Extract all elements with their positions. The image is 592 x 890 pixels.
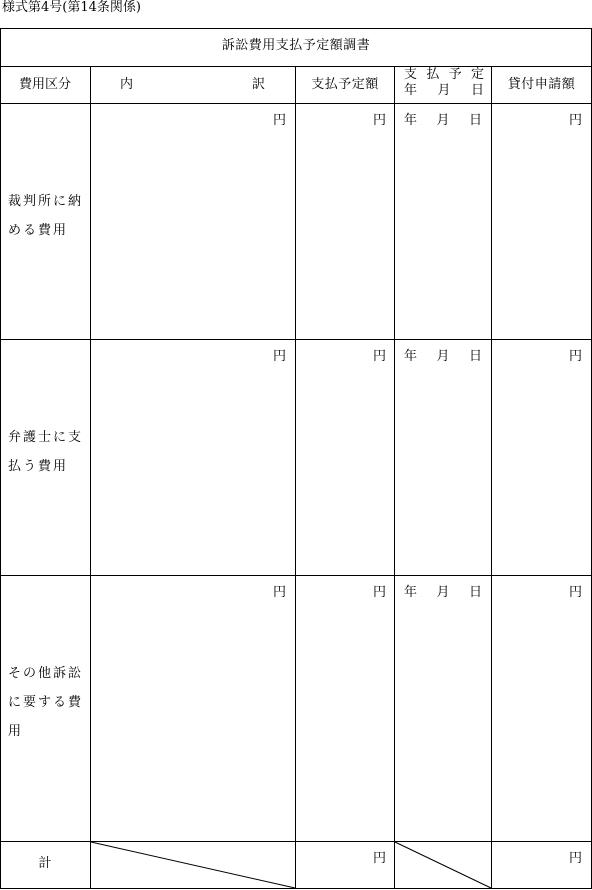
- date-year: 年: [404, 349, 418, 364]
- header-date-char: 支: [404, 67, 418, 82]
- header-breakdown-2: 訳: [252, 77, 266, 92]
- loan-amount-yen: 円: [568, 113, 582, 128]
- planned-date-ymd: [404, 585, 482, 601]
- loan-amount-yen: 円: [568, 585, 582, 600]
- form-number-label: 様式第4号(第14条関係): [2, 0, 141, 15]
- header-breakdown-1: 内: [120, 77, 134, 92]
- header-date-char: 定: [470, 67, 484, 82]
- planned-amount-yen: 円: [372, 349, 386, 364]
- header-date-char: 払: [426, 67, 440, 82]
- date-month: 月: [436, 113, 450, 128]
- breakdown-yen: 円: [272, 113, 286, 128]
- row-category-attorney: 弁護士に支払う費用: [8, 430, 84, 474]
- header-loan-amount: 貸付申請額: [507, 77, 576, 92]
- planned-date-ymd: [404, 349, 482, 365]
- header-date-char: 月: [437, 83, 451, 98]
- breakdown-yen: 円: [272, 585, 286, 600]
- total-loan-amount-yen: 円: [568, 851, 582, 866]
- planned-amount-yen: 円: [372, 585, 386, 600]
- row-category-court: 裁判所に納める費用: [8, 194, 84, 238]
- header-date-char: 予: [448, 67, 462, 82]
- date-year: 年: [404, 585, 418, 600]
- header-date-char: 日: [470, 83, 484, 98]
- date-day: 日: [468, 113, 482, 128]
- total-label: 計: [38, 856, 52, 871]
- row-category-other: その他訴訟に要する費用: [8, 666, 84, 739]
- date-year: 年: [404, 113, 418, 128]
- planned-amount-yen: 円: [372, 113, 386, 128]
- planned-date-ymd: [404, 113, 482, 129]
- date-day: 日: [468, 585, 482, 600]
- date-day: 日: [468, 349, 482, 364]
- table-title: 訴訟費用支払予定額調書: [221, 38, 371, 53]
- header-category: 費用区分: [18, 77, 71, 92]
- date-month: 月: [436, 349, 450, 364]
- header-planned-date: [395, 67, 491, 99]
- header-date-char: 年: [404, 83, 418, 98]
- date-total-diagonal: [395, 842, 491, 888]
- header-planned-amount: 支払予定額: [311, 77, 379, 92]
- date-month: 月: [436, 585, 450, 600]
- breakdown-total-diagonal: [91, 842, 295, 888]
- loan-amount-yen: 円: [568, 349, 582, 364]
- total-planned-amount-yen: 円: [372, 851, 386, 866]
- breakdown-yen: 円: [272, 349, 286, 364]
